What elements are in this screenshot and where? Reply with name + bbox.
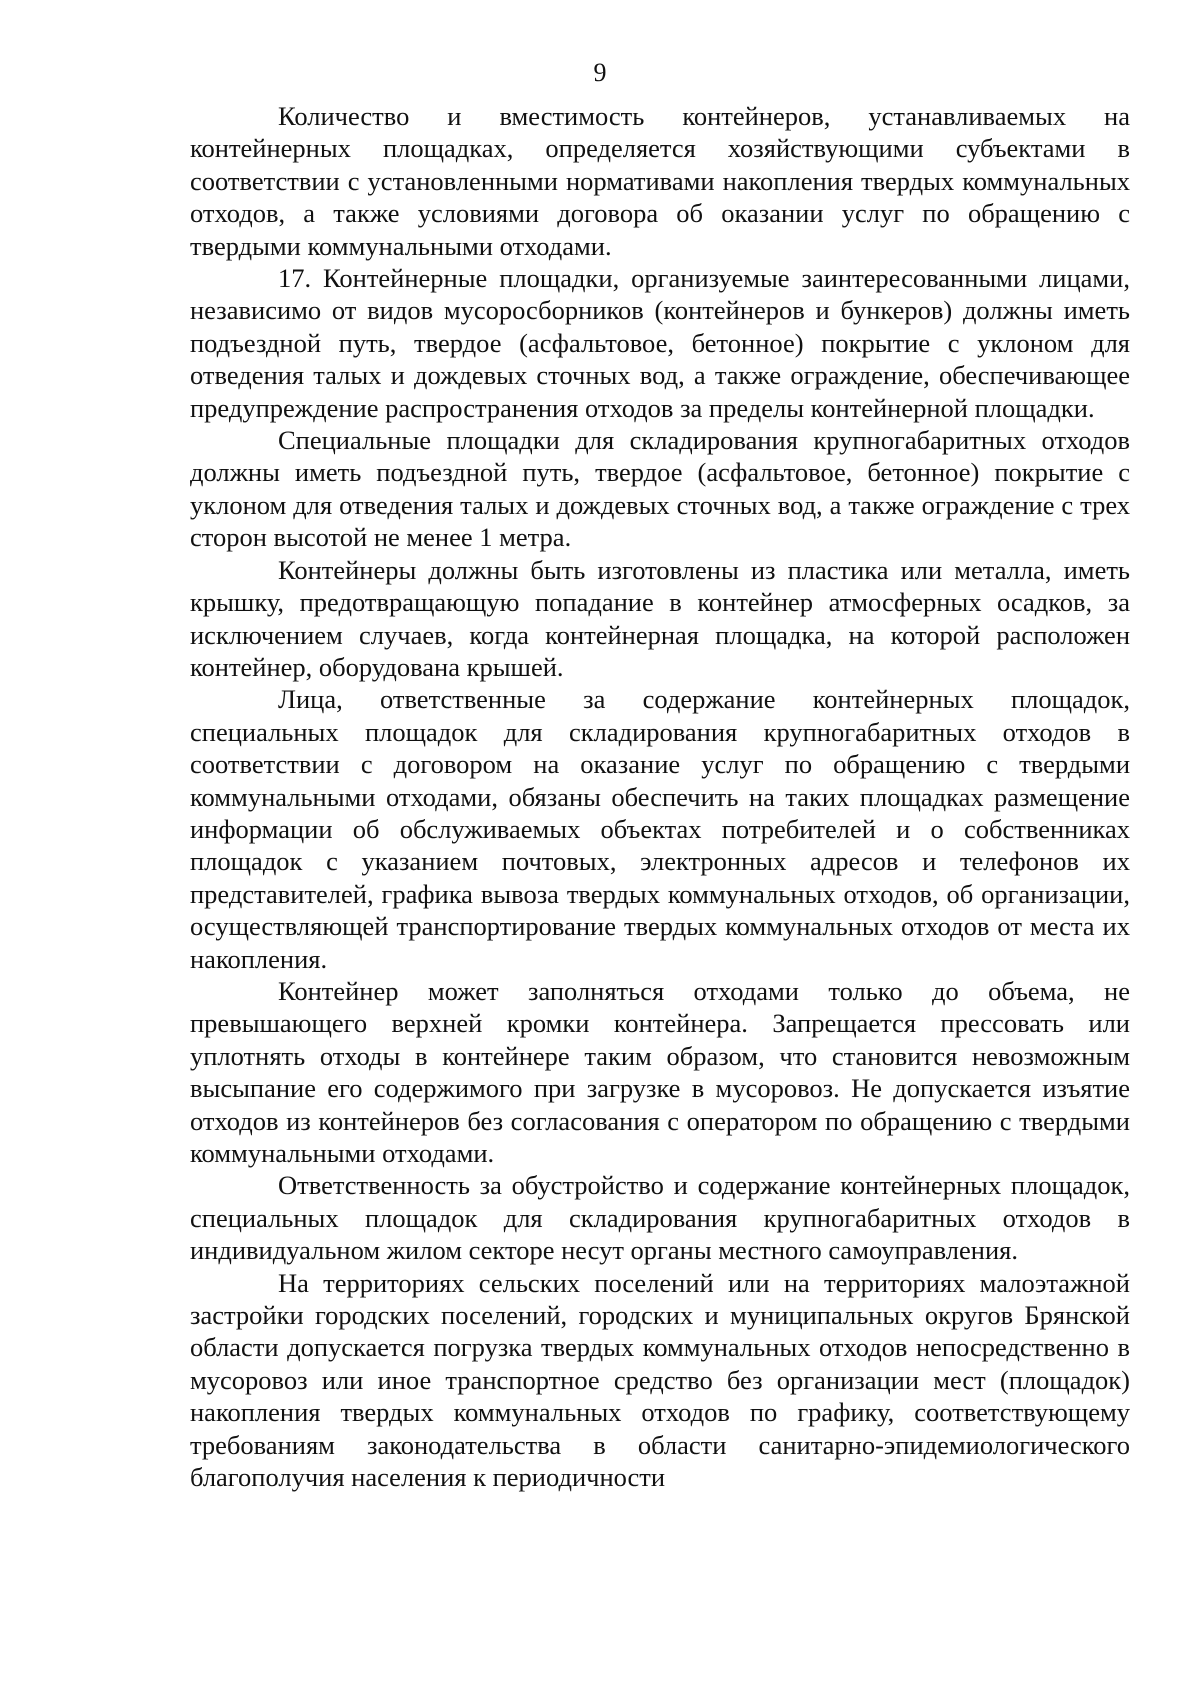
document-body: [190, 100, 1130, 1493]
paragraph-bulky-waste-sites: Специальные площадки для складирования крупногабаритных отходов должны иметь подъездной путь, твердое (асфальтовое, бетонное) покрытие с уклоном для отведения талых и дождевых сточных вод, а также ограждение с трех сторон высотой не менее 1 метра.: [190, 425, 1130, 553]
paragraph-rural-settlements: На территориях сельских поселений или на территориях малоэтажной застройки городских поселений, городских и муниципальных округов Брянской области допускается погрузка твердых коммунальных отходов непосредственно в мусоровоз или иное транспортное средство без организации мест (площадок) накопления твердых коммунальных отходов по графику, соответствующему требованиям законодательства в области санитарно-эпидемиологического благополучия населения к периодичности: [190, 1267, 1130, 1493]
paragraph-local-government-responsibility: Ответственность за обустройство и содержание контейнерных площадок, специальных площадок для складирования крупногабаритных отходов в индивидуальном жилом секторе несут органы местного самоуправления.: [190, 1170, 1130, 1266]
paragraph-container-material: Контейнеры должны быть изготовлены из пластика или металла, иметь крышку, предотвращающую попадание в контейнер атмосферных осадков, за исключением случаев, когда контейнерная площадка, на которой расположен контейнер, оборудована крышей.: [190, 554, 1130, 682]
paragraph-responsible-persons: Лица, ответственные за содержание контейнерных площадок, специальных площадок для складирования крупногабаритных отходов в соответствии с договором на оказание услуг по обращению с твердыми коммунальными отходами, обязаны обеспечить на таких площадках размещение информации об обслуживаемых объектах потребителей и о собственниках площадок с указанием почтовых, электронных адресов и телефонов их представителей, графика вывоза твердых коммунальных отходов, об организации, осуществляющей транспортирование твердых коммунальных отходов от места их накопления.: [190, 684, 1130, 974]
paragraph-container-volume: Количество и вместимость контейнеров, устанавливаемых на контейнерных площадках, определяется хозяйствующими субъектами в соответствии с установленными нормативами накопления твердых коммунальных отходов, а также условиями договора об оказании услуг по обращению с твердыми коммунальными отходами.: [190, 101, 1130, 261]
paragraph-item-17-container-sites: 17. Контейнерные площадки, организуемые заинтересованными лицами, независимо от видов мусоросборников (контейнеров и бункеров) должны иметь подъездной путь, твердое (асфальтовое, бетонное) покрытие с уклоном для отведения талых и дождевых сточных вод, а также ограждение, обеспечивающее предупреждение распространения отходов за пределы контейнерной площадки.: [190, 263, 1130, 423]
page-number: 9: [593, 58, 607, 87]
paragraph-container-filling: Контейнер может заполняться отходами только до объема, не превышающего верхней кромки контейнера. Запрещается прессовать или уплотнять отходы в контейнере таким образом, что становится невозможным высыпание его содержимого при загрузке в мусоровоз. Не допускается изъятие отходов из контейнеров без согласования с оператором по обращению с твердыми коммунальными отходами.: [190, 975, 1130, 1168]
